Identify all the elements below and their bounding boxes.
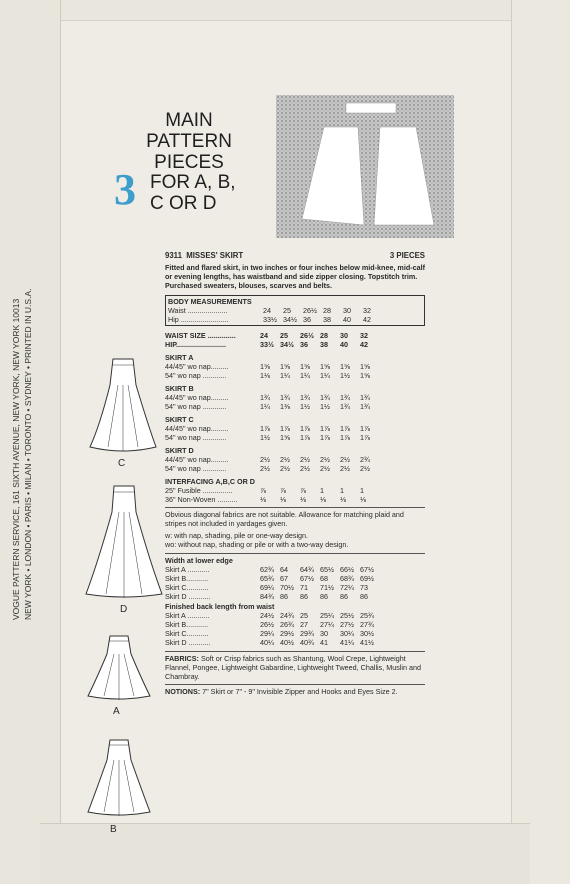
size-value: 65½ [320,565,334,574]
pattern-pieces-diagram [276,95,454,238]
view-a-label: A [113,706,120,717]
main-pattern-title [114,110,264,173]
row-label: WAIST SIZE .............. [165,331,236,340]
size-value: 40 [343,315,351,324]
size-value: 2½ [340,464,350,473]
skirt-yardage-title: SKIRT B [165,384,194,393]
length-rows [165,611,425,647]
table-row [165,402,425,411]
size-value: 36 [300,340,308,349]
size-value: 62¾ [260,565,274,574]
row-label: Skirt D ........... [165,592,211,601]
size-value: 26¾ [280,620,294,629]
size-value: 67½ [360,565,374,574]
skirt-a-illustration [86,632,152,702]
row-label: HIP......................... [165,340,226,349]
nap-note-wo: wo: without nap, shading or pile or with a two-way design. [165,540,349,549]
size-value: 1½ [260,433,270,442]
size-value: 1⅞ [360,424,370,433]
size-value: 67½ [300,574,314,583]
skirt-yardage-rows [165,362,425,380]
title-pattern: PATTERN [146,131,232,152]
size-value: 1 [320,486,324,495]
size-value: 64¾ [300,565,314,574]
size-value: ⅛ [300,495,306,504]
size-value: 25½ [340,611,354,620]
envelope-right-flap [511,0,570,884]
size-value: 24 [260,331,268,340]
size-value: 26½ [303,306,317,315]
size-value: ⅛ [360,495,366,504]
size-value: 38 [323,315,331,324]
size-value: 71½ [320,583,334,592]
size-value: 1¼ [320,371,330,380]
skirt-yardage-rows [165,424,425,442]
length-title: Finished back length from waist [165,602,275,611]
view-c-label: C [118,458,126,469]
size-value: 1⅝ [340,362,350,371]
size-value: 2½ [360,464,370,473]
pieces-count: 3 PIECES [389,251,425,260]
size-value: 29½ [280,629,294,638]
size-value: 2½ [260,455,270,464]
size-value: 1⅜ [280,402,290,411]
size-value: 1 [340,486,344,495]
size-value: 1¾ [360,402,370,411]
size-value: 86 [280,592,288,601]
skirt-yardage-title: SKIRT A [165,353,194,362]
size-value: 26½ [260,620,274,629]
pattern-name: MISSES' SKIRT [186,251,244,260]
fabrics-block [165,651,425,681]
size-value: ⅛ [320,495,326,504]
views-label-line2: C OR D [150,193,217,214]
skirt-yardage-rows [165,455,425,473]
size-value: 2¾ [360,455,370,464]
table-row [168,315,422,324]
skirt-c-illustration [88,355,158,455]
row-label: Skirt D ........... [165,638,211,647]
table-row [165,331,425,340]
size-value: 36 [303,315,311,324]
notions-block [165,684,425,696]
address-line-1: VOGUE PATTERN SERVICE, 161 SIXTH AVENUE, NEW YORK, NEW YORK 10013 [11,298,21,620]
waistband-piece [346,103,396,113]
size-value: 40½ [280,638,294,647]
yardage-sections [165,353,425,473]
size-value: ⅞ [280,486,286,495]
size-value: 67 [280,574,288,583]
table-row [168,306,422,315]
row-label: Skirt A ........... [165,611,210,620]
size-value: 29¼ [260,629,274,638]
size-value: 1¾ [320,393,330,402]
table-row [165,340,425,349]
row-label: 54" wo nap ............ [165,433,227,442]
size-value: 27½ [340,620,354,629]
size-value: 2½ [300,464,310,473]
size-value: 64 [280,565,288,574]
fabrics-text: Soft or Crisp fabrics such as Shantung, Wool Crepe, Lightweight Flannel, Pongee, Lightweight Gabardine, Lightweight Tweed, Challis, Muslin and Chambray. [165,654,421,681]
pieces-count-number: 3 [114,165,136,214]
table-row [165,464,425,473]
table-row [165,362,425,371]
skirt-yardage-title: SKIRT D [165,446,194,455]
publisher-address [4,270,36,630]
size-value: 1⅝ [360,362,370,371]
size-value: 2½ [260,464,270,473]
size-value: 86 [300,592,308,601]
size-value: 84¾ [260,592,274,601]
size-value: 27 [300,620,308,629]
size-value: 1⅝ [280,362,290,371]
row-label: Skirt A ........... [165,565,210,574]
diagonal-note: Obvious diagonal fabrics are not suitable. Allowance for matching plaid and stripes not included in yardages given. [165,507,425,528]
size-value: 32 [360,331,368,340]
size-value: 2½ [280,464,290,473]
row-label: 54" wo nap ............ [165,371,227,380]
size-value: 42 [360,340,368,349]
size-value: 1⅞ [280,424,290,433]
views-label-line1: FOR A, B, [150,172,236,193]
pattern-number: 9311 [165,251,182,260]
size-value: 68¾ [340,574,354,583]
size-value: 66½ [340,565,354,574]
row-label: 44/45" wo nap......... [165,393,229,402]
row-label: 54" wo nap ............ [165,402,227,411]
skirt-b-illustration [86,736,152,818]
size-value: 25¾ [360,611,374,620]
size-value: 1¾ [260,393,270,402]
size-value: 41 [320,638,328,647]
size-value: 1⅝ [260,362,270,371]
table-row [165,455,425,464]
size-value: 32 [363,306,371,315]
size-value: 72¼ [340,583,354,592]
size-value: 34½ [280,340,294,349]
size-value: 1¾ [280,393,290,402]
body-measurements-rows [168,306,422,324]
size-value: 1½ [340,371,350,380]
size-value: 1½ [320,402,330,411]
size-value: 30 [340,331,348,340]
row-label: 54" wo nap ............ [165,464,227,473]
table-row [165,583,425,592]
address-line-2: NEW YORK • LONDON • PARIS • MILAN • TORONTO • SYDNEY • PRINTED IN U.S.A. [23,288,33,620]
size-value: 65¾ [260,574,274,583]
table-row [165,629,425,638]
size-value: 2½ [340,455,350,464]
size-value: 27¾ [360,620,374,629]
size-value: 30 [343,306,351,315]
size-value: 1½ [300,402,310,411]
size-value: 40 [340,340,348,349]
size-value: 25¼ [320,611,334,620]
table-row [165,565,425,574]
size-value: 1¼ [280,371,290,380]
size-value: 40¼ [260,638,274,647]
size-value: 26½ [300,331,314,340]
size-value: 41½ [360,638,374,647]
size-value: 1¼ [260,402,270,411]
size-value: 1⅞ [300,433,310,442]
view-d-label: D [120,604,128,615]
size-value: 2½ [320,455,330,464]
pattern-pieces-svg [276,95,454,238]
size-value: ⅛ [340,495,346,504]
fabrics-label: FABRICS: [165,654,199,663]
title-main: MAIN [165,110,213,131]
size-value: 69¼ [260,583,274,592]
notions-label: NOTIONS: [165,687,201,696]
table-row [165,424,425,433]
size-value: 42 [363,315,371,324]
row-label: 25" Fusible ............... [165,486,233,495]
row-label: Skirt C........... [165,629,209,638]
size-value: 38 [320,340,328,349]
table-row [165,592,425,601]
row-label: 44/45" wo nap......... [165,455,229,464]
table-row [165,620,425,629]
row-label: 36" Non-Woven .......... [165,495,238,504]
size-value: 1¼ [300,371,310,380]
row-label: 44/45" wo nap......... [165,362,229,371]
size-value: 30½ [360,629,374,638]
table-row [165,495,425,504]
size-value: 1⅝ [300,362,310,371]
size-value: 33½ [263,315,277,324]
row-label: Skirt B........... [165,620,209,629]
body-measurements-box [165,295,425,326]
width-rows [165,565,425,601]
size-value: 68 [320,574,328,583]
size-value: 1⅞ [340,433,350,442]
size-value: 1¾ [360,393,370,402]
width-title: Width at lower edge [165,553,425,565]
size-value: 28 [320,331,328,340]
size-value: 1 [360,486,364,495]
size-value: 1⅞ [260,424,270,433]
size-value: 25 [283,306,291,315]
views-label [150,172,236,214]
size-value: 1⅞ [360,433,370,442]
interfacing-rows [165,486,425,504]
size-value: 33½ [260,340,274,349]
size-value: 1⅝ [280,433,290,442]
size-value: ⅛ [260,495,266,504]
size-value: 69½ [360,574,374,583]
size-value: 1⅞ [320,424,330,433]
table-row [165,393,425,402]
size-value: 86 [320,592,328,601]
size-value: 30 [320,629,328,638]
table-row [165,611,425,620]
size-value: 1¾ [300,393,310,402]
row-label: Skirt C........... [165,583,209,592]
size-value: 73 [360,583,368,592]
skirt-front-piece [302,127,364,225]
size-value: 2½ [320,464,330,473]
size-value: 34½ [283,315,297,324]
table-row [165,574,425,583]
body-measurements-title: BODY MEASUREMENTS [168,297,252,306]
table-row [165,486,425,495]
table-row [165,638,425,647]
interfacing-title: INTERFACING A,B,C OR D [165,477,255,486]
size-value: 41¼ [340,638,354,647]
size-value: 70½ [280,583,294,592]
size-value: 1⅞ [320,433,330,442]
skirt-back-piece [374,127,434,225]
skirt-d-illustration [84,482,164,600]
size-value: 25 [280,331,288,340]
envelope-top-edge [0,0,570,21]
pattern-info [165,251,425,696]
size-value: 86 [340,592,348,601]
size-value: 40¾ [300,638,314,647]
row-label: 44/45" wo nap......... [165,424,229,433]
size-value: 1¾ [340,402,350,411]
pattern-description: Fitted and flared skirt, in two inches or four inches below mid-knee, mid-calf or evening lengths, has waistband and side zipper closing. Topstitch trim. Purchased sweaters, blouses, scarves and belts. [165,263,425,290]
size-value: 27¼ [320,620,334,629]
size-value: 25 [300,611,308,620]
size-value: 1⅞ [300,424,310,433]
waist-size-rows [165,331,425,349]
size-value: 30¼ [340,629,354,638]
size-value: 86 [360,592,368,601]
skirt-yardage-title: SKIRT C [165,415,194,424]
size-value: 24 [263,306,271,315]
size-value: 1⅝ [320,362,330,371]
table-row [165,371,425,380]
size-value: ⅞ [260,486,266,495]
table-row [165,433,425,442]
size-value: 2½ [280,455,290,464]
size-value: 28 [323,306,331,315]
skirt-yardage-rows [165,393,425,411]
row-label: Hip ........................ [168,315,229,324]
size-value: 1⅝ [360,371,370,380]
nap-note-w: w: with nap, shading, pile or one-way design. [165,531,309,540]
size-value: 29¾ [300,629,314,638]
size-value: 2½ [300,455,310,464]
size-value: 24½ [260,611,274,620]
title-pieces: PIECES [154,152,224,173]
size-value: 1⅛ [260,371,270,380]
view-b-label: B [110,824,117,835]
pattern-header [165,251,425,260]
row-label: Skirt B........... [165,574,209,583]
size-value: 1¾ [340,393,350,402]
size-value: 24¾ [280,611,294,620]
size-value: 1⅞ [340,424,350,433]
row-label: Waist .................... [168,306,228,315]
size-value: ⅛ [280,495,286,504]
size-value: 71 [300,583,308,592]
size-value: ⅞ [300,486,306,495]
notions-text: 7" Skirt or 7" - 9" Invisible Zipper and Hooks and Eyes Size 2. [202,687,398,696]
